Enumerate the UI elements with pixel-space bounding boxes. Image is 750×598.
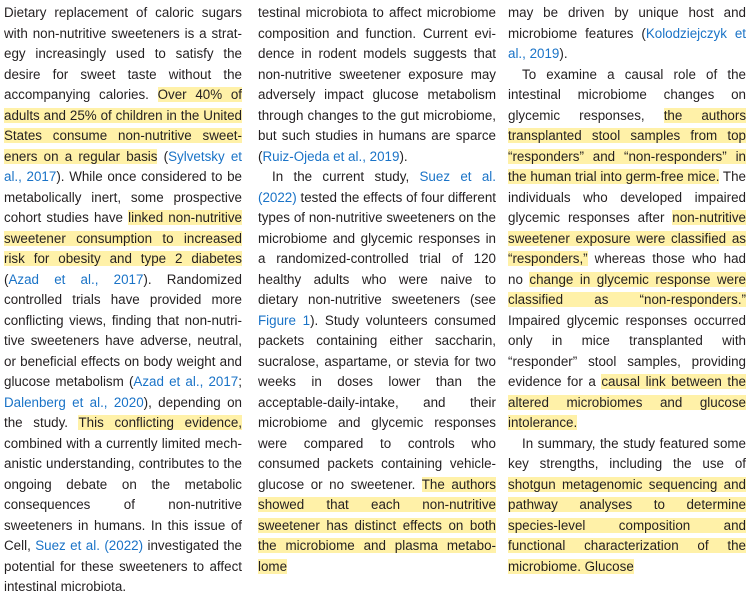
paragraph: [258, 167, 496, 577]
body-text: In summary, the study featured some key strengths, including the use of: [508, 435, 746, 471]
paragraph: [508, 3, 746, 65]
body-text: (: [157, 148, 169, 164]
highlighted-text: shotgun metagenomic sequencing and pathway analyses to determine species-level composition and functional characterization of the microbiome. Glucose: [508, 476, 746, 574]
body-text: ).: [559, 46, 568, 61]
citation-link[interactable]: Suez et al. (2022): [35, 538, 144, 553]
highlighted-text: This conflicting evidence,: [78, 415, 242, 430]
body-text: ). While once considered to be metabolically inert, some prospective cohort studies have: [4, 169, 243, 225]
body-text: ), depending on the study.: [4, 394, 242, 430]
body-text: ). Study volunteers consumed packets containing either saccharin, sucralose, aspartame, or stevia for two weeks in doses lower than the acceptable-daily-intake, and their microbiome and glycemic responses were compared to controls who consumed packets containing vehicle-glucose or no sweetener.: [258, 312, 496, 492]
highlighted-text: non-nutritive sweetener exposure were classified as “responders,”: [508, 210, 746, 266]
paragraph: [258, 3, 496, 167]
citation-link[interactable]: Azad et al., 2017: [133, 374, 239, 389]
body-text: In the current study,: [272, 169, 420, 184]
body-text: Dietary replacement of caloric sugars with non-nutritive sweeteners is a strategy increasingly used to satisfy the desire for sweet taste without the accompanying calories.: [4, 5, 242, 102]
body-text: Impaired glycemic responses occurred only in mice transplanted with “responder” stool samples, providing evidence for a: [508, 312, 746, 389]
body-text: testinal microbiota to affect microbiome composition and function. Current evidence in rodent models suggests that non-nutritive sweetener exposure may adversely impact glucose metabolism through changes to the gut microbiome, but such studies in humans are sparce (: [258, 5, 496, 164]
body-text: The individuals who developed impaired glycemic responses after: [508, 169, 746, 225]
citation-link[interactable]: Suez et al. (2022): [258, 169, 496, 205]
body-text: may be driven by unique host and microbiome features (: [508, 5, 746, 41]
body-text: investigated the potential for these sweeteners to affect intestinal microbiota.: [4, 538, 242, 594]
body-text: ,: [27, 538, 36, 553]
text-column-2: [258, 3, 496, 577]
body-text: combined with a currently limited mechanistic understanding, contributes to the ongoing debate on the metabolic consequences of non-nutritive sweeteners in humans. In this issue of: [4, 435, 242, 533]
body-text: Cell: [4, 538, 28, 553]
body-text: ;: [238, 374, 242, 389]
paragraph: [508, 434, 746, 578]
body-text: To examine a causal role of the intestinal microbiome changes on glycemic responses,: [508, 66, 746, 123]
body-text: (: [4, 271, 9, 287]
highlighted-text: The authors showed that each non-nutritive sweetener has distinct effects on both the microbiome and plasma metabolome: [258, 476, 496, 574]
citation-link[interactable]: Dalenberg et al., 2020: [4, 394, 144, 410]
citation-link[interactable]: Sylvetsky et al., 2017: [4, 148, 242, 184]
paragraph: [508, 65, 746, 434]
body-text: ).: [399, 148, 408, 164]
highlighted-text: the authors transplanted stool samples from top “responders” and “non-responders” in the human trial into germ-free mice.: [508, 107, 747, 184]
text-column-1: [4, 3, 242, 598]
text-column-3: [508, 3, 746, 577]
highlighted-text: causal link between the altered microbiomes and glucose intolerance.: [508, 374, 747, 430]
highlighted-text: change in glycemic response were classified as “non-responders.”: [508, 271, 746, 307]
body-text: tested the effects of four different types of non-nutritive sweeteners on the microbiome and glycemic responses in a randomized-controlled trial of 120 healthy adults who were naive to dietary non-nutritive sweeteners (see: [258, 189, 496, 307]
citation-link[interactable]: Kolodziejczyk et al., 2019: [508, 25, 746, 61]
body-text: whereas those who had no: [508, 251, 746, 287]
highlighted-text: linked non-nutritive sweetener consumption to increased risk for obesity and type 2 diabetes: [4, 210, 242, 266]
citation-link[interactable]: Azad et al., 2017: [8, 271, 144, 287]
citation-link[interactable]: Figure 1: [258, 312, 311, 328]
citation-link[interactable]: Ruiz-Ojeda et al., 2019: [262, 148, 400, 164]
paragraph: [4, 3, 242, 598]
body-text: ). Randomized controlled trials have provided more conflicting views, finding that non-nutritive sweeteners have adverse, neutral, or beneficial effects on body weight and glucose metabolism (: [4, 271, 242, 389]
highlighted-text: Over 40% of adults and 25% of children in the United States consume non-nutritive sweeteners on a regular basis: [4, 87, 242, 164]
